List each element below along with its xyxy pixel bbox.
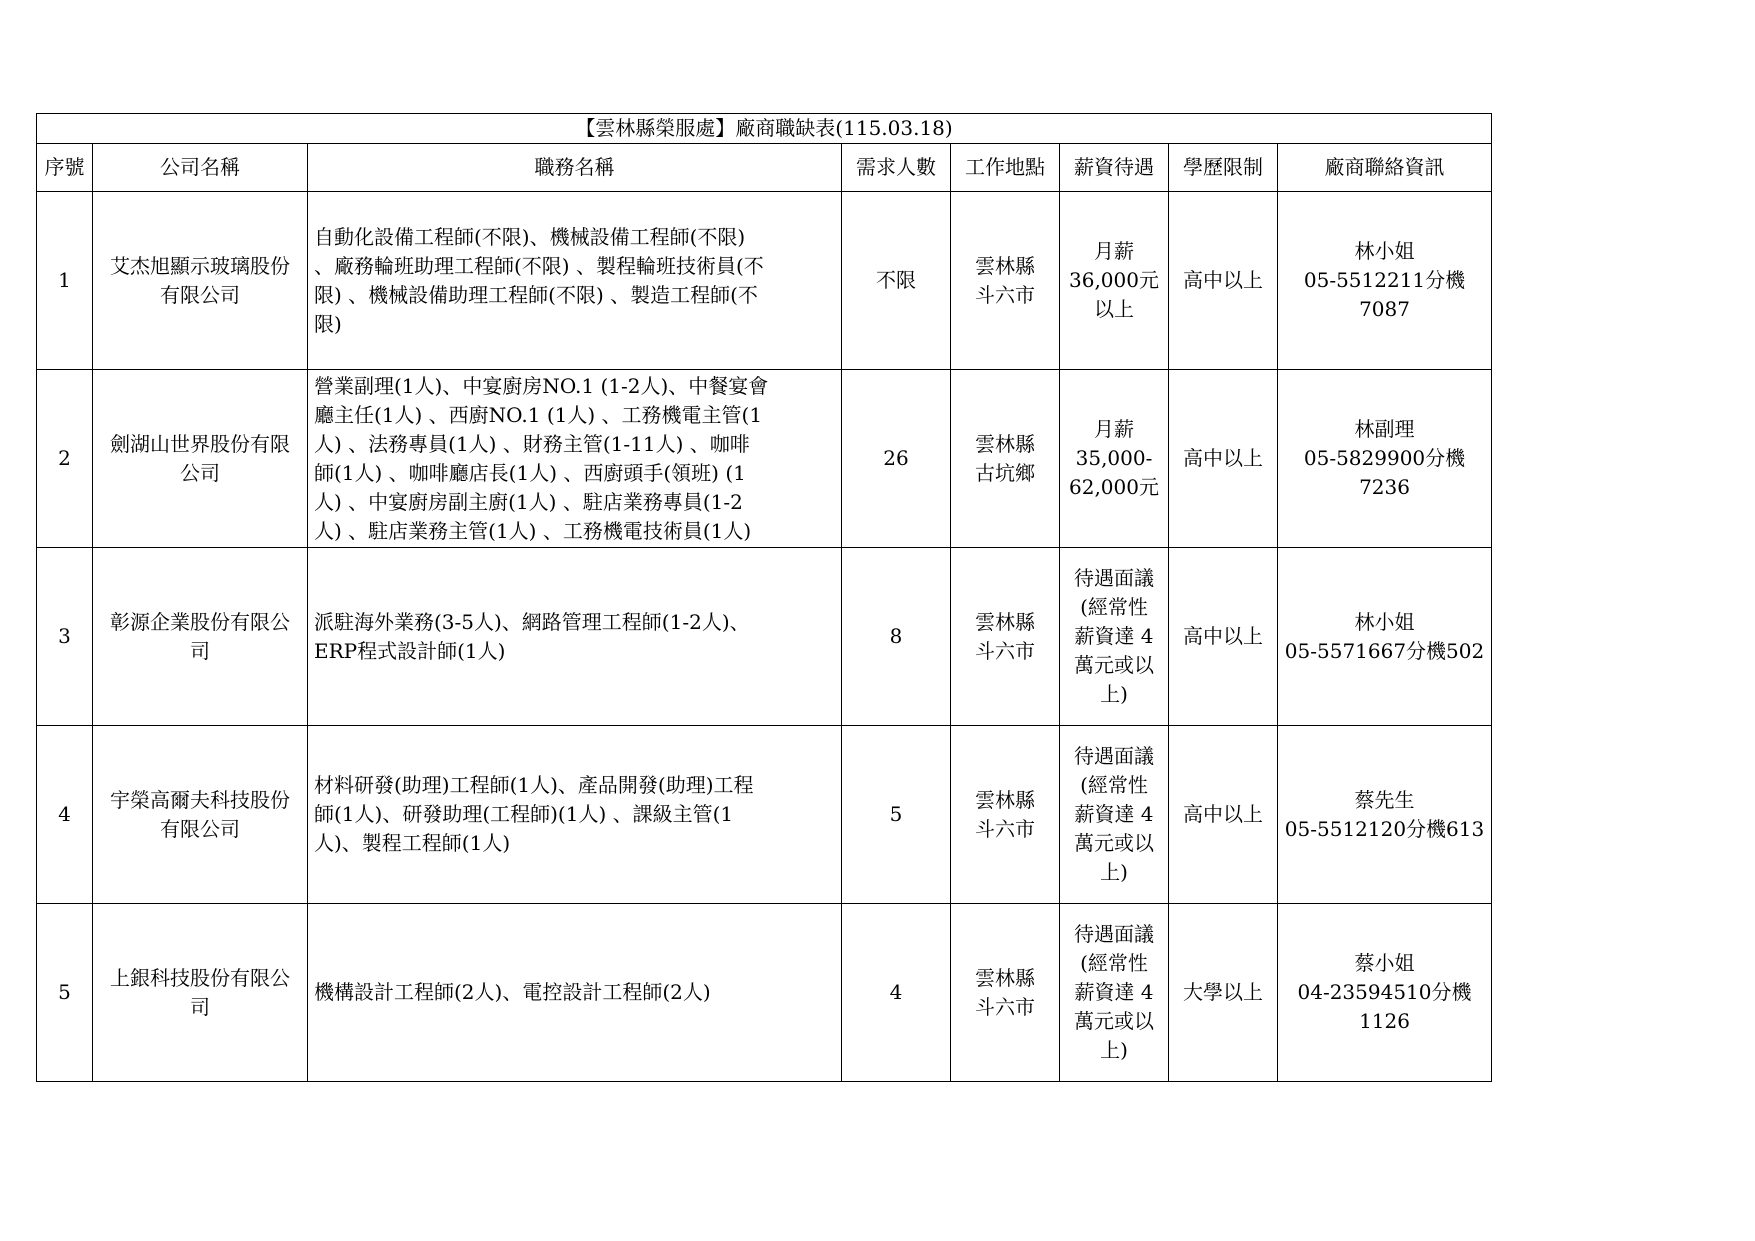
cell-location: 雲林縣 斗六市 (951, 904, 1060, 1082)
cell-salary: 待遇面議 (經常性 薪資達 4 萬元或以 上) (1060, 726, 1169, 904)
cell-salary: 待遇面議 (經常性 薪資達 4 萬元或以 上) (1060, 548, 1169, 726)
job-vacancy-table (36, 113, 1492, 1082)
cell-count: 26 (842, 370, 951, 548)
cell-location: 雲林縣 古坑鄉 (951, 370, 1060, 548)
cell-no: 5 (37, 904, 93, 1082)
cell-contact: 林小姐 05-5512211分機7087 (1278, 192, 1492, 370)
table-header-row (37, 144, 1492, 192)
cell-education: 高中以上 (1169, 370, 1278, 548)
cell-count: 5 (842, 726, 951, 904)
header-positions: 職務名稱 (308, 144, 842, 192)
cell-company: 艾杰旭顯示玻璃股份 有限公司 (93, 192, 308, 370)
cell-positions: 自動化設備工程師(不限)、機械設備工程師(不限) 、廠務輪班助理工程師(不限) 、製程輪班技術員(不 限) 、機械設備助理工程師(不限) 、製造工程師(不 限) (308, 192, 842, 370)
header-education: 學歷限制 (1169, 144, 1278, 192)
cell-contact: 蔡先生 05-5512120分機613 (1278, 726, 1492, 904)
cell-company: 彰源企業股份有限公 司 (93, 548, 308, 726)
cell-salary: 月薪 36,000元 以上 (1060, 192, 1169, 370)
cell-positions: 營業副理(1人)、中宴廚房NO.1 (1-2人)、中餐宴會 廳主任(1人) 、西廚NO.1 (1人) 、工務機電主管(1 人) 、法務專員(1人) 、財務主管(1-11人) 、咖啡 師(1人) 、咖啡廳店長(1人) 、西廚頭手(領班) (1 人) 、中宴廚房副主廚(1人) 、駐店業務專員(1-2 人) 、駐店業務主管(1人) 、工務機電技術員(1人) (308, 370, 842, 548)
cell-contact: 林副理 05-5829900分機7236 (1278, 370, 1492, 548)
cell-education: 高中以上 (1169, 548, 1278, 726)
cell-education: 高中以上 (1169, 726, 1278, 904)
cell-no: 2 (37, 370, 93, 548)
cell-positions: 派駐海外業務(3-5人)、網路管理工程師(1-2人)、 ERP程式設計師(1人) (308, 548, 842, 726)
cell-count: 不限 (842, 192, 951, 370)
cell-count: 4 (842, 904, 951, 1082)
header-salary: 薪資待遇 (1060, 144, 1169, 192)
cell-education: 大學以上 (1169, 904, 1278, 1082)
cell-company: 劍湖山世界股份有限 公司 (93, 370, 308, 548)
cell-no: 1 (37, 192, 93, 370)
cell-positions: 材料研發(助理)工程師(1人)、產品開發(助理)工程 師(1人)、研發助理(工程師)(1人) 、課級主管(1 人)、製程工程師(1人) (308, 726, 842, 904)
table-row (37, 904, 1492, 1082)
cell-salary: 待遇面議 (經常性 薪資達 4 萬元或以 上) (1060, 904, 1169, 1082)
cell-contact: 林小姐 05-5571667分機502 (1278, 548, 1492, 726)
table-title: 【雲林縣榮服處】廠商職缺表(115.03.18) (37, 114, 1492, 144)
header-count: 需求人數 (842, 144, 951, 192)
cell-company: 上銀科技股份有限公 司 (93, 904, 308, 1082)
cell-positions: 機構設計工程師(2人)、電控設計工程師(2人) (308, 904, 842, 1082)
cell-contact: 蔡小姐 04-23594510分機 1126 (1278, 904, 1492, 1082)
table-title-row (37, 114, 1492, 144)
header-contact: 廠商聯絡資訊 (1278, 144, 1492, 192)
header-location: 工作地點 (951, 144, 1060, 192)
cell-count: 8 (842, 548, 951, 726)
header-no: 序號 (37, 144, 93, 192)
cell-location: 雲林縣 斗六市 (951, 548, 1060, 726)
cell-location: 雲林縣 斗六市 (951, 192, 1060, 370)
header-company: 公司名稱 (93, 144, 308, 192)
table-row (37, 726, 1492, 904)
cell-education: 高中以上 (1169, 192, 1278, 370)
table-row (37, 192, 1492, 370)
table-row (37, 548, 1492, 726)
cell-salary: 月薪 35,000- 62,000元 (1060, 370, 1169, 548)
table-row (37, 370, 1492, 548)
cell-no: 4 (37, 726, 93, 904)
cell-company: 宇榮高爾夫科技股份 有限公司 (93, 726, 308, 904)
cell-location: 雲林縣 斗六市 (951, 726, 1060, 904)
cell-no: 3 (37, 548, 93, 726)
